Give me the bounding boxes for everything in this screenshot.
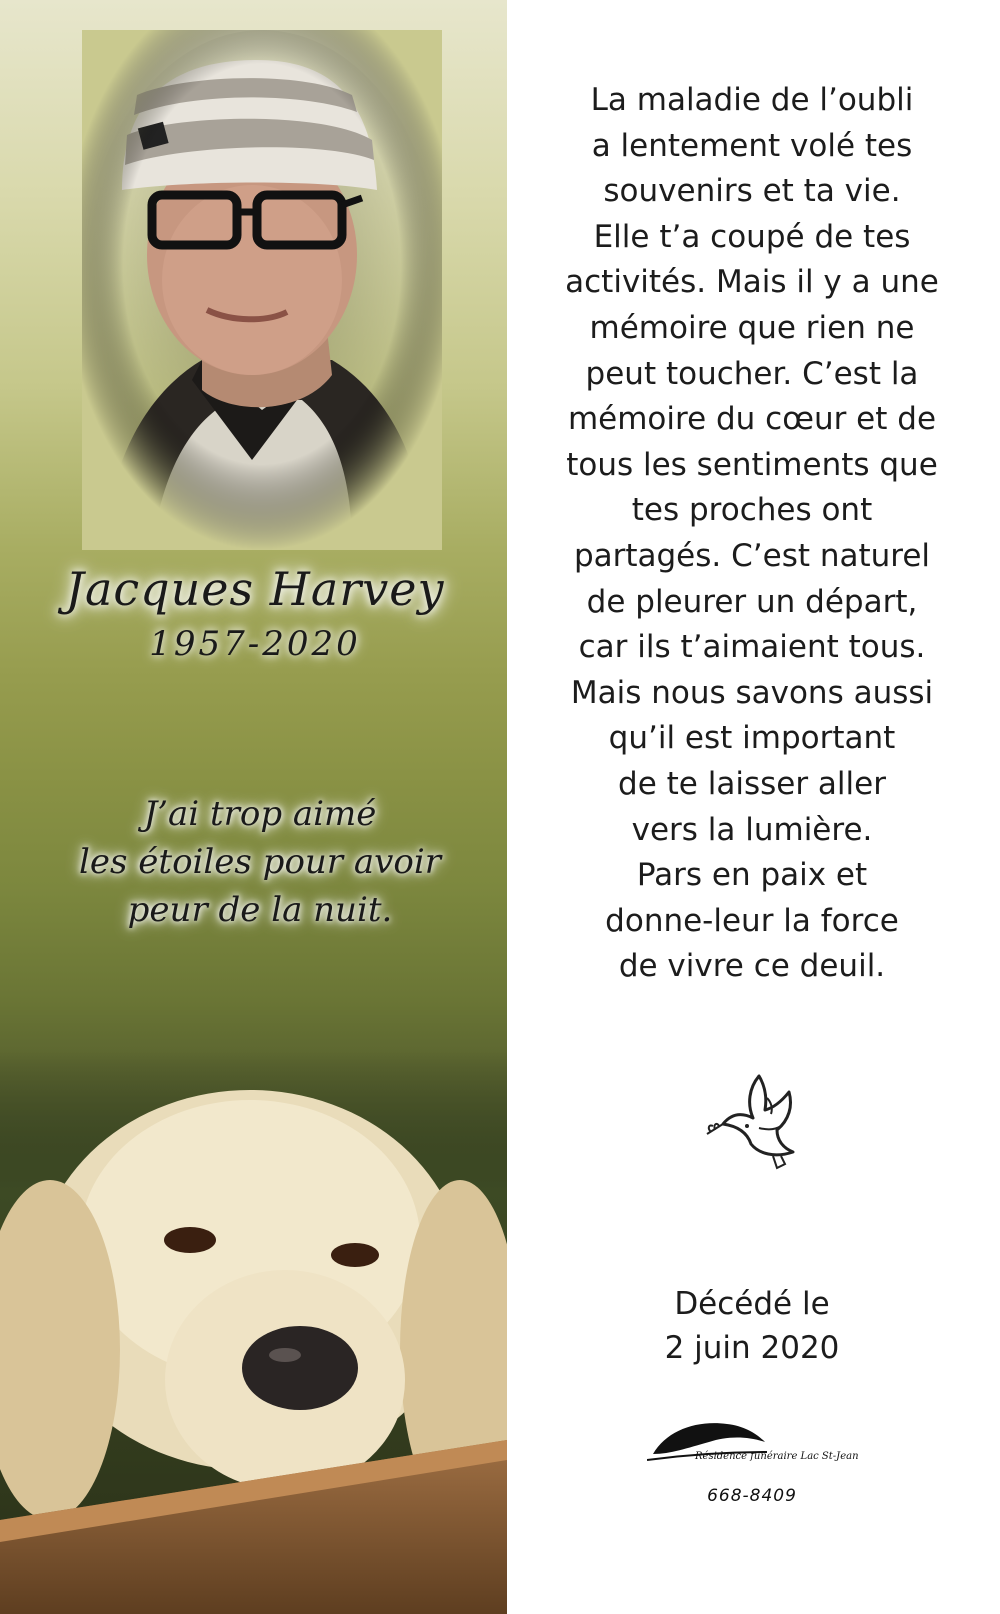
death-label: Décédé le — [674, 1286, 830, 1322]
death-date: 2 juin 2020 — [664, 1330, 840, 1366]
poem-line: partagés. C’est naturel — [573, 537, 931, 574]
poem-line: a lentement volé tes — [591, 127, 913, 164]
poem-line: de vivre ce deuil. — [618, 948, 886, 985]
dog-photo — [0, 1050, 507, 1614]
quote-line: les étoiles pour avoir — [79, 842, 441, 882]
dove-icon — [697, 1068, 807, 1178]
deceased-name: Jacques Harvey — [65, 562, 445, 616]
life-years: 1957-2020 — [149, 624, 361, 664]
memorial-quote — [40, 790, 480, 934]
poem-line: mémoire que rien ne — [589, 309, 915, 346]
portrait-photo — [82, 30, 442, 550]
death-notice — [547, 1282, 957, 1370]
poem-line: donne-leur la force — [605, 902, 899, 939]
poem-line: peut toucher. C’est la — [585, 355, 919, 392]
funeral-home-phone: 668-8409 — [707, 1486, 797, 1506]
poem-line: Mais nous savons aussi — [570, 674, 934, 711]
text-panel — [507, 0, 1000, 1614]
poem-line: activités. Mais il y a une — [565, 264, 939, 301]
funeral-home-logo — [647, 1416, 897, 1476]
quote-line: J’ai trop aimé — [143, 794, 377, 834]
poem-line: de te laisser aller — [618, 765, 886, 802]
memorial-poem — [517, 78, 987, 990]
portrait-illustration — [82, 30, 442, 550]
poem-line: qu’il est important — [608, 720, 896, 757]
poem-line: vers la lumière. — [631, 811, 873, 848]
poem-line: car ils t’aimaient tous. — [578, 629, 926, 666]
funeral-home-name: Résidence funéraire Lac St-Jean — [695, 1451, 859, 1462]
poem-line: tous les sentiments que — [566, 446, 938, 483]
poem-line: La maladie de l’oubli — [590, 82, 914, 118]
poem-line: Pars en paix et — [636, 857, 868, 894]
poem-line: Elle t’a coupé de tes — [593, 218, 911, 255]
poem-line: mémoire du cœur et de — [567, 401, 937, 438]
poem-line: souvenirs et ta vie. — [603, 173, 901, 210]
poem-line: de pleurer un départ, — [586, 583, 918, 620]
dog-illustration — [0, 1050, 507, 1614]
poem-line: tes proches ont — [631, 492, 873, 529]
quote-line: peur de la nuit. — [127, 890, 393, 930]
